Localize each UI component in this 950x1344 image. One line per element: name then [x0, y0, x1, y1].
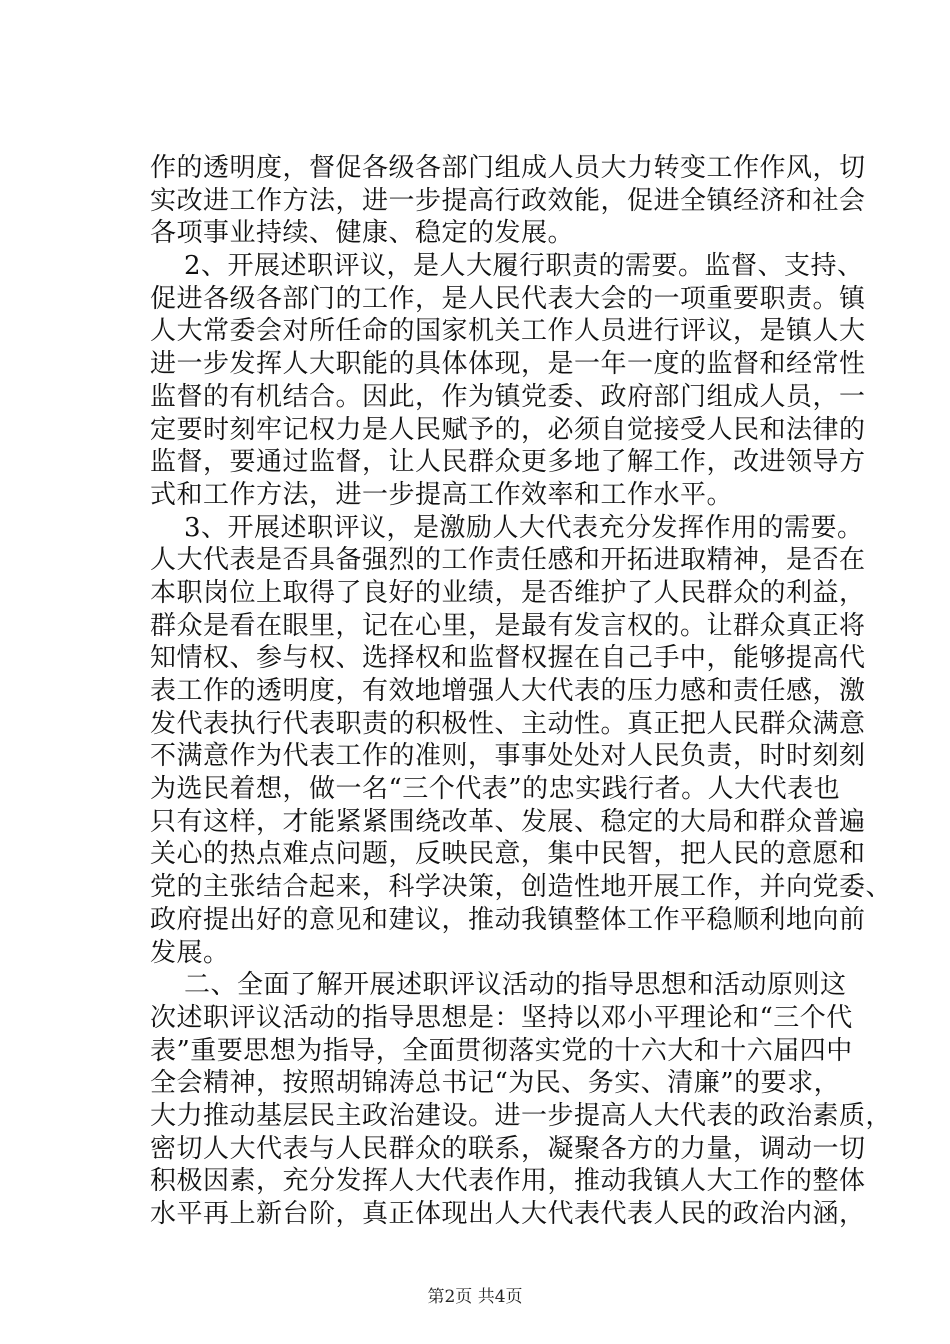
text-line: 大力推动基层民主政治建设。进一步提高人大代表的政治素质， [150, 1100, 893, 1131]
paragraph-start-line: 3、开展述职评议，是激励人大代表充分发挥作用的需要。 [184, 512, 864, 543]
paragraph-start-line: 二、全面了解开展述职评议活动的指导思想和活动原则这 [184, 970, 847, 1001]
paragraph-start-line: 2、开展述职评议，是人大履行职责的需要。监督、支持、 [184, 251, 864, 282]
text-line: 定要时刻牢记权力是人民赋予的，必须自觉接受人民和法律的 [150, 414, 866, 445]
text-line: 全会精神，按照胡锦涛总书记“为民、务实、清廉”的要求， [150, 1068, 841, 1099]
text-line: 水平再上新台阶，真正体现出人大代表代表人民的政治内涵， [150, 1199, 866, 1229]
text-line: 关心的热点难点问题，反映民意，集中民智，把人民的意愿和 [150, 839, 866, 870]
text-line: 人大代表是否具备强烈的工作责任感和开拓进取精神，是否在 [150, 545, 866, 576]
text-line: 人大常委会对所任命的国家机关工作人员进行评议，是镇人大 [150, 316, 866, 347]
text-line: 表”重要思想为指导，全面贯彻落实党的十六大和十六届四中 [150, 1035, 853, 1066]
text-line: 本职岗位上取得了良好的业绩，是否维护了人民群众的利益， [150, 577, 866, 608]
text-line: 只有这样，才能紧紧围绕改革、发展、稳定的大局和群众普遍 [150, 806, 866, 837]
text-line: 监督的有机结合。因此，作为镇党委、政府部门组成人员，一 [150, 381, 866, 412]
text-line: 作的透明度，督促各级各部门组成人员大力转变工作作风，切 [150, 153, 866, 183]
text-line: 进一步发挥人大职能的具体体现，是一年一度的监督和经常性 [150, 349, 866, 380]
body-text [150, 152, 893, 1231]
text-line: 监督，要通过监督，让人民群众更多地了解工作，改进领导方 [150, 447, 866, 478]
text-line: 发代表执行代表职责的积极性、主动性。真正把人民群众满意 [150, 708, 866, 739]
text-line: 密切人大代表与人民群众的联系，凝聚各方的力量，调动一切 [150, 1133, 866, 1164]
text-line: 次述职评议活动的指导思想是：坚持以邓小平理论和“三个代 [150, 1002, 853, 1033]
text-line: 式和工作方法，进一步提高工作效率和工作水平。 [150, 479, 734, 510]
text-line: 各项事业持续、健康、稳定的发展。 [150, 218, 575, 249]
text-line: 党的主张结合起来，科学决策，创造性地开展工作，并向党委、 [150, 872, 893, 903]
text-line: 政府提出好的意见和建议，推动我镇整体工作平稳顺利地向前 [150, 904, 866, 935]
text-line: 群众是看在眼里，记在心里，是最有发言权的。让群众真正将 [150, 610, 866, 641]
text-line: 积极因素，充分发挥人大代表作用，推动我镇人大工作的整体 [150, 1166, 866, 1197]
text-line: 表工作的透明度，有效地增强人大代表的压力感和责任感，激 [150, 676, 866, 706]
text-line: 为选民着想，做一名“三个代表”的忠实践行者。人大代表也 [150, 774, 841, 805]
text-line: 知情权、参与权、选择权和监督权握在自己手中，能够提高代 [150, 643, 866, 674]
page-number-footer: 第2页 共4页 [427, 1287, 523, 1307]
text-line: 不满意作为代表工作的准则，事事处处对人民负责，时时刻刻 [150, 741, 866, 772]
text-line: 促进各级各部门的工作，是人民代表大会的一项重要职责。镇 [150, 283, 866, 314]
text-line: 发展。 [150, 937, 230, 968]
text-line: 实改进工作方法，进一步提高行政效能，促进全镇经济和社会 [150, 185, 866, 216]
